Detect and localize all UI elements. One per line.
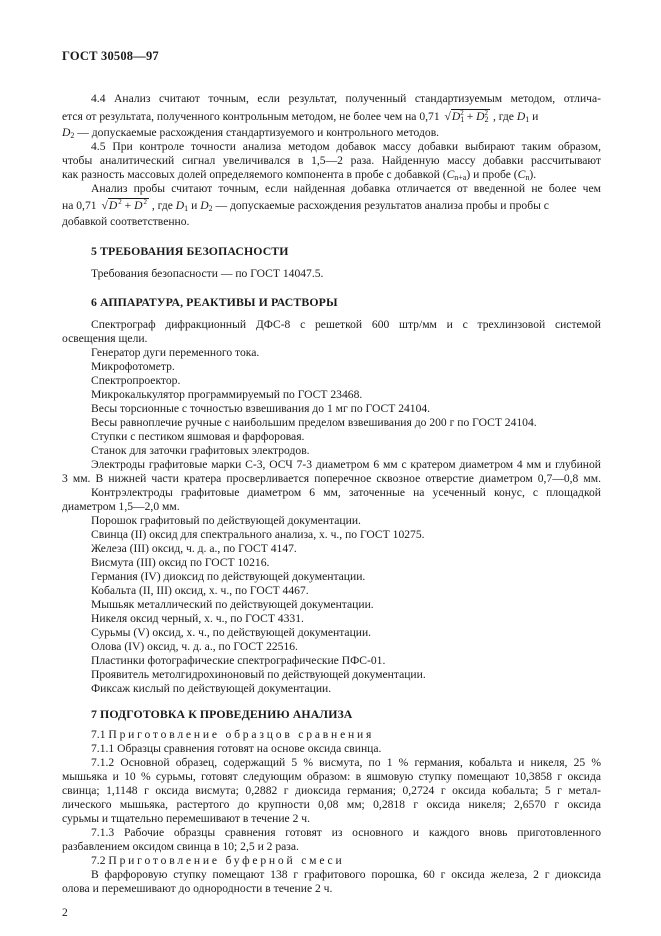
- sub-2: 2: [208, 204, 213, 213]
- sub-1: 1: [460, 115, 465, 124]
- var-d: D: [476, 110, 485, 123]
- var-d: D: [175, 199, 185, 212]
- list-item: Германия (IV) диоксид по действующей документации.: [91, 570, 366, 583]
- var-c: C: [446, 168, 455, 181]
- paragraph-7-2-line-1: В фарфоровую ступку помещают 138 г графитового порошка, 60 г оксида железа, 2 г диоксида: [91, 868, 601, 881]
- list-item: Порошок графитовый по действующей документации.: [91, 514, 361, 527]
- subsection-7-2-title: [91, 854, 345, 868]
- list-item: Сурьмы (V) оксид, х. ч., по действующей документации.: [91, 626, 372, 639]
- text-run: 7.2: [91, 854, 106, 867]
- list-item: освещения щели.: [62, 332, 148, 345]
- section-heading-6: 6 АППАРАТУРА, РЕАКТИВЫ И РАСТВОРЫ: [91, 295, 338, 309]
- sub-n: n: [525, 173, 530, 182]
- text-run: ется от результата, полученного контрольным методом, не более чем на 0,71: [62, 110, 440, 123]
- sub-2: 2: [70, 131, 75, 140]
- text-run: , где: [492, 110, 514, 123]
- paragraph-7-1-2-line-4: лического мышьяка, растертого до крупности 0,08 мм; 0,2818 г оксида никеля; 2,6570 г оксида: [62, 798, 601, 811]
- paragraph-7-1-2-line-1: 7.1.2 Основной образец, содержащий 5 % висмута, по 1 % германия, кобальта и никеля, 25 %: [91, 756, 601, 769]
- list-item: Микрофотометр.: [91, 360, 175, 373]
- paragraph-7-1-1: 7.1.1 Образцы сравнения готовят на основе оксида свинца.: [91, 742, 382, 755]
- sub-n-plus-a: n+a: [454, 173, 467, 182]
- list-item: Станок для заточки графитовых электродов.: [91, 444, 310, 457]
- list-item: Свинца (II) оксид для спектрального анализа, х. ч., по ГОСТ 10275.: [91, 528, 425, 541]
- var-d: D: [516, 110, 526, 123]
- list-item: Микрокалькулятор программируемый по ГОСТ 23468.: [91, 388, 363, 401]
- list-item: Железа (III) оксид, ч. д. а., по ГОСТ 4147.: [91, 542, 297, 555]
- paragraph-4-6-line-1: Анализ пробы считают точным, если найденная добавка отличается от введенной не более чем: [91, 182, 601, 195]
- paragraph-7-1-2-line-3: свинца; 1,1148 г оксида висмута; 0,2882 г диоксида германия; 0,2724 г оксида кобальта; 5 г метал-: [62, 784, 601, 797]
- text-run: как разность массовых долей определяемого компонента в пробе с добавкой (: [62, 168, 447, 181]
- spaced-title: Приготовление образцов сравнения: [108, 728, 375, 741]
- safety-requirement: Требования безопасности — по ГОСТ 14047.5.: [91, 267, 324, 280]
- list-item: Олова (IV) оксид, ч. д. а., по ГОСТ 22516.: [91, 640, 298, 653]
- list-item: Ступки с пестиком яшмовая и фарфоровая.: [91, 430, 305, 443]
- list-item: Весы равноплечие ручные с наибольшим пределом взвешивания до 200 г по ГОСТ 24104.: [91, 416, 537, 429]
- var-d: D: [62, 126, 71, 139]
- text-run: , где: [151, 199, 173, 212]
- var-c: C: [517, 168, 526, 181]
- sub-2: 2: [484, 115, 489, 124]
- section-heading-7: 7 ПОДГОТОВКА К ПРОВЕДЕНИЮ АНАЛИЗА: [91, 707, 353, 721]
- list-item: Никеля оксид черный, х. ч., по ГОСТ 4331.: [91, 612, 304, 625]
- text-run: 7.1: [91, 728, 106, 741]
- text-run: и: [191, 199, 198, 212]
- sup-2: 2: [118, 198, 122, 206]
- list-item: Весы торсионные с точностью взвешивания до 1 мг по ГОСТ 24104.: [91, 402, 431, 415]
- plus: +: [124, 199, 132, 212]
- list-item: Кобальта (II, III) оксид, х. ч., по ГОСТ 4467.: [91, 584, 309, 597]
- list-item: Фиксаж кислый по действующей документации.: [91, 682, 332, 695]
- list-item: Мышьяк металлический по действующей документации.: [91, 598, 374, 611]
- list-item: Генератор дуги переменного тока.: [91, 346, 260, 359]
- plus: +: [466, 110, 474, 123]
- text-run: — допускаемые расхождения результатов анализа пробы и пробы с: [215, 199, 549, 212]
- text-run: ) и пробе (: [466, 168, 518, 181]
- list-item: диаметром 1,5—2,0 мм.: [62, 500, 180, 513]
- paragraph-4-6-line-2: [62, 198, 549, 216]
- text-run: на 0,71: [62, 199, 97, 212]
- sqrt-formula: $√D_1^2 + D_2^2$: [444, 109, 489, 124]
- list-item: Висмута (III) оксид по ГОСТ 10216.: [91, 556, 270, 569]
- page-number: 2: [62, 906, 68, 919]
- text-run: — допускаемые расхождения стандартизуемого и контрольного методов.: [77, 126, 440, 139]
- spaced-title: Приготовление буферной смеси: [108, 854, 345, 867]
- paragraph-7-1-2-line-5: сурьмы и тщательно перемешивают в течение 2 ч.: [62, 812, 311, 825]
- list-item: Пластинки фотографические спектрографические ПФС-01.: [91, 654, 386, 667]
- sup-2: 2: [460, 109, 464, 117]
- var-d: D: [200, 199, 209, 212]
- sub-1: 1: [184, 204, 189, 213]
- paragraph-7-1-3-line-1: 7.1.3 Рабочие образцы сравнения готовят из основного и каждого вновь приготовленного: [91, 826, 601, 839]
- sup-2: 2: [484, 109, 489, 117]
- paragraph-7-2-line-2: олова и перемешивают до однородности в течение 2 ч.: [62, 882, 333, 895]
- paragraph-4-5-line-1: 4.5 При контроле точности анализа методом добавок массу добавки выбирают таким образом,: [91, 140, 601, 153]
- list-item: Спектропроектор.: [91, 374, 181, 387]
- var-d: D: [108, 199, 118, 212]
- sub-1: 1: [525, 115, 530, 124]
- var-d: D: [451, 110, 461, 123]
- list-item: Спектрограф дифракционный ДФС-8 с решеткой 600 штр/мм и с трехлинзовой системой: [91, 318, 601, 331]
- list-item: Проявитель метолгидрохиноновый по действующей документации.: [91, 668, 426, 681]
- list-item: 3 мм. В нижней части кратера просверливается поперечное сквозное отверстие диаметром 0,7—0,8 мм.: [62, 472, 601, 485]
- list-item: Электроды графитовые марки С-3, ОСЧ 7-3 диаметром 6 мм с кратером диаметром 4 мм и глубиной: [91, 458, 601, 471]
- subsection-7-1-title: [91, 728, 374, 742]
- paragraph-7-1-3-line-2: разбавлением оксидом свинца в 10; 2,5 и 2 раза.: [62, 840, 299, 853]
- paragraph-4-5-line-2: чтобы аналитический сигнал увеличивался в 1,5—2 раза. Найденную массу добавки рассчитывают: [62, 154, 601, 167]
- document-header: ГОСТ 30508—97: [62, 49, 159, 63]
- sup-2: 2: [143, 198, 147, 206]
- text-run: ).: [529, 168, 537, 181]
- paragraph-4-6-line-3: добавкой соответственно.: [62, 215, 190, 228]
- paragraph-7-1-2-line-2: мышьяка и 10 % сурьмы, готовят следующим образом: в яшмовую ступку помещают 10,3858 г оксида: [62, 770, 601, 783]
- list-item: Контрэлектроды графитовые диаметром 6 мм, заточенные на усеченный конус, с площадкой: [91, 486, 601, 499]
- paragraph-4-4-line-2: [62, 109, 538, 127]
- sqrt-formula: $√D^2 + D^2$: [101, 198, 147, 212]
- section-heading-5: 5 ТРЕБОВАНИЯ БЕЗОПАСНОСТИ: [91, 244, 289, 258]
- text-run: и: [532, 110, 539, 123]
- var-d: D: [134, 199, 143, 212]
- paragraph-4-4-line-1: 4.4 Анализ считают точным, если результат, полученный стандартизуемым методом, отлича-: [91, 92, 601, 105]
